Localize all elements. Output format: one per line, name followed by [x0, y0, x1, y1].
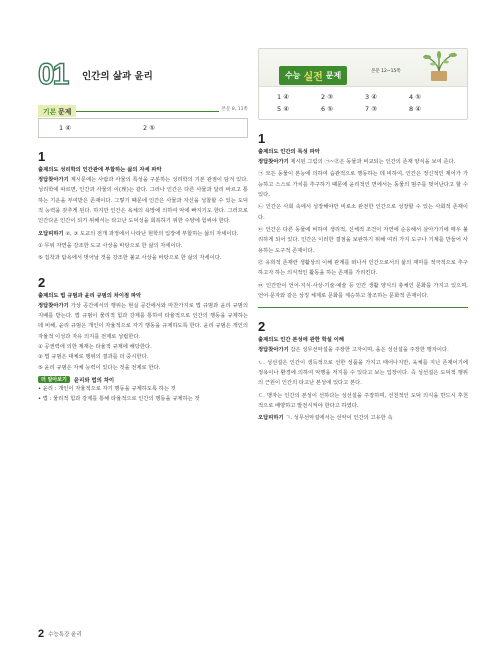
- question-title: 출제의도 법 규범과 윤리 규범의 차이점 파악: [38, 292, 142, 299]
- test-answers: [259, 87, 467, 113]
- answer-item: 6 ⑤: [321, 105, 334, 113]
- section-divider: [258, 307, 468, 308]
- question-2: [38, 276, 248, 405]
- chapter-title: 인간의 삶과 윤리: [82, 71, 153, 82]
- choice-note: ㉡ 인간은 사회 속에서 성장해야만 비로소 완전한 인간으로 성장할 수 있는 사회적 존재이다.: [258, 204, 468, 221]
- basic-answer-box: [38, 118, 248, 138]
- question-title: 출제의도 인간 본성에 관한 학설 이해: [258, 337, 344, 344]
- page-footer: [38, 628, 82, 640]
- choice-note: ㉤ 인간만이 언어·지식·사상·기술·예술 등 인간 생활 양식의 총체인 문화를 가지고 있으며, 언어·문자와 같은 상징 체계로 문화를 계승하고 창조하는 문화적 존재이다.: [258, 282, 468, 299]
- wrong-answer-note: [38, 229, 248, 239]
- test-page-range: 본문 12~15쪽: [371, 69, 401, 74]
- answer-item: 2 ⑤: [143, 124, 156, 132]
- answer-item: 1 ④: [59, 124, 72, 132]
- answer-item: 1 ④: [277, 93, 290, 101]
- right-column: [258, 48, 468, 424]
- avoid-tag: 오답피하기: [38, 230, 64, 237]
- find-answer-tag: 정답찾아가기: [258, 347, 289, 354]
- left-column: [38, 60, 248, 405]
- test-title: [279, 66, 347, 85]
- explanation-body: 제시문에는 사람과 사물의 특성을 구분하는 성리학의 기본 관점이 담겨 있다. 성리학에 따르면, 인간과 사물의 이(理)는 같다. 그러나 인간은 다른 사물과 달리 바르고 통하는 기운을 부여받은 존재이다. 그렇기 때문에 인간은 사물과 자신을 성찰할 수 있는 도덕적 능력을 갖추게 된다. 하지만 인간은 욕체의 욕망에 의하여 악에 빠지기도 한다. 그러므로 인간다운 인간이 되기 위해서는 타고난 도덕성을 회복하기 위한 수양에 힘써야 한다.: [38, 177, 248, 225]
- more-info-item: • 법 : 물리적 힘과 강제를 통해 타율적으로 인간의 행동을 규제하는 것: [38, 396, 200, 403]
- wrong-answer-note: ⑤ 집착과 탐욕에서 벗어날 것을 강조한 불교 사상을 바탕으로 한 삶의 자세이다.: [38, 255, 222, 262]
- basic-page-info: 본문 8, 11쪽: [219, 106, 248, 112]
- choice-note: ㉢ 인간은 다른 동물에 비하여 생리적, 신체적 조건이 자연에 순응해서 살아가기에 매우 불리하게 되어 있다. 인간은 이러한 결점을 보완하기 위해 여러 가지 도구나 기계를 만들어 사용하는 도구적 존재이다.: [258, 226, 468, 254]
- answer-item: 8 ④: [409, 105, 422, 113]
- choice-note: ㉣ 유희적 존재란 생활상의 이해 관계를 떠나서 인간으로서의 삶의 재미를 적극적으로 추구하고자 하는 의식적인 활동을 하는 존재를 가리킨다.: [258, 259, 468, 277]
- question-number: 2: [258, 319, 266, 335]
- test-title-c: 문제: [325, 71, 342, 80]
- question-title: 출제의도 인간의 특성 파악: [258, 149, 320, 155]
- answer-explanation: [38, 301, 248, 342]
- question-title: 출제의도 성리학의 인간관에 부합하는 삶의 자세 파악: [38, 167, 162, 173]
- more-info-item: • 윤리 : 개인이 자율적으로 자기 행동을 규제하도록 하는 것: [38, 385, 176, 392]
- explanation-body: 제시된 그림의 ㉠~㉣은 동물과 비교되는 인간의 존재 양식을 보여 준다.: [290, 159, 456, 165]
- answer-item: 5 ④: [277, 105, 290, 113]
- test-question-1: [258, 132, 468, 301]
- chapter-header: [38, 60, 248, 90]
- find-answer-tag: 정답찾아가기: [38, 177, 69, 183]
- choice-note: ㄴ. 성선설은 인간이 생득적으로 선한 성품을 가지고 태어나지만, 육체를 지닌 존재이기에 정욕이나 환경에 의하여 악행을 저지를 수 있다고 보는 입장이다. 즉 성선설은 도덕적 행위의 근원이 인간의 타고난 본성에 있다고 본다.: [258, 359, 468, 387]
- basic-problem-bar: [38, 104, 248, 118]
- wrong-answer-note: ① 무위 자연을 강조한 도교 사상을 바탕으로 한 삶의 자세이다.: [38, 242, 183, 249]
- choice-note: ㉠ 모든 동물이 본능에 의하여 습관적으로 행동하는 데 비하여, 인간은 정신적인 제어가 가능하고 스스로 가치를 추구하기 때문에 윤리적인 면에서는 동물의 범주를 벗어난다고 할 수 있다.: [258, 171, 468, 198]
- answer-item: 3 ④: [365, 93, 378, 101]
- book-title: 수능특강 윤리: [48, 632, 82, 638]
- answer-item: 4 ⑤: [409, 93, 422, 101]
- choice-note: ② 법 규범은 대체로 행위의 결과를 더 중시한다.: [38, 354, 149, 361]
- answer-item: 7 ③: [365, 105, 378, 113]
- choice-note: ① 공권력에 의한 제재는 타율적 규제에 해당한다.: [38, 343, 152, 350]
- chapter-number: 01: [38, 58, 68, 91]
- explanation-body: 갑은 성무선악설을 주장한 고자이며, 을은 성선설을 주장한 맹자이다.: [290, 347, 449, 354]
- find-answer-tag: 정답찾아가기: [258, 159, 289, 165]
- wrong-answer-note: [258, 413, 468, 423]
- avoid-body: ②, ③ 도교의 전개 과정에서 나타난 현학의 입장에 부합하는 삶의 자세이다.: [65, 230, 239, 237]
- more-info-title: 윤리와 법의 차이: [73, 377, 115, 384]
- explanation-body: 가상 공간에서의 행위는 현실 공간에서와 마찬가지로 법 규범과 윤리 규범의 지배를 받는다. 법 규범이 물리적 힘과 강제를 통하여 타율적으로 인간의 행동을 규제하는 데 비해, 윤리 규범은 개인이 자율적으로 자기 행동을 규제하도록 한다. 윤리 규범은 개인의 자율적 이성과 자유 의지를 전제로 성립한다.: [38, 302, 249, 340]
- choice-note: ⑤ 윤리 규범은 자체 능력이 있다는 것을 전제로 한다.: [38, 364, 161, 371]
- avoid-tag: 오답피하기: [258, 415, 284, 422]
- basic-label-pre: 기본: [43, 108, 57, 116]
- answer-explanation: [258, 157, 468, 167]
- question-1: [38, 150, 248, 264]
- page-number: 2: [38, 628, 45, 640]
- choice-note: ㄷ. 맹자는 인간의 본성이 선하다는 성선설을 주장하며, 선천적인 도덕 의식을 반드시 후천적으로 배양하고 발전시켜야 한다고 하였다.: [258, 392, 468, 409]
- plant-pot-icon: [419, 49, 461, 83]
- test-header: [259, 49, 467, 87]
- basic-problem-label: [38, 105, 76, 117]
- test-title-a: 수능: [285, 71, 301, 80]
- choice-notes: [38, 342, 248, 373]
- more-info-header: [38, 376, 248, 384]
- find-answer-tag: 정답찾아가기: [38, 302, 69, 309]
- question-number: 2: [38, 274, 46, 290]
- question-number: 1: [38, 149, 46, 164]
- test-answer-box: [258, 48, 468, 120]
- test-question-2: [258, 320, 468, 423]
- test-title-b: 실전: [303, 72, 323, 83]
- more-info-tag: 더 알아보기: [38, 376, 70, 383]
- question-number: 1: [258, 131, 266, 146]
- avoid-body: ㄱ. 성무선악설에서는 선악이 인간의 고유한 속: [285, 415, 393, 422]
- answer-explanation: [38, 175, 248, 227]
- answer-item: 2 ③: [321, 93, 334, 101]
- basic-label: 문제: [58, 108, 72, 116]
- more-info-list: [38, 384, 248, 405]
- answer-explanation: [258, 345, 468, 355]
